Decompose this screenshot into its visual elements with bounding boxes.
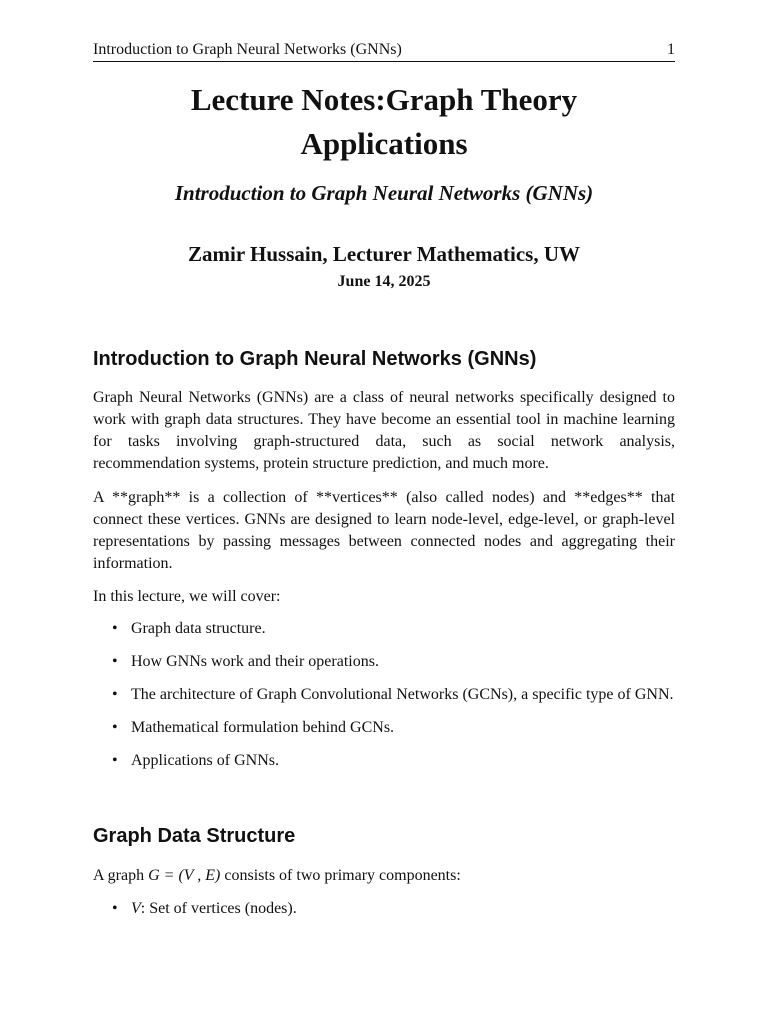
list-item <box>93 651 675 673</box>
graph-components-list <box>93 898 675 931</box>
running-header-title: Introduction to Graph Neural Networks (GNNs) <box>93 41 402 58</box>
document-title-line-1: Lecture Notes:Graph Theory <box>190 82 578 117</box>
list-item-text: How GNNs work and their operations. <box>131 653 379 670</box>
list-item <box>93 684 675 706</box>
document-title <box>0 78 768 166</box>
header-rule <box>93 61 675 62</box>
list-item <box>93 898 675 920</box>
list-item-text: Applications of GNNs. <box>131 752 279 769</box>
list-item <box>93 750 675 772</box>
list-item <box>93 717 675 739</box>
bullet-icon: • <box>112 900 118 917</box>
document-title-line-2: Applications <box>300 126 468 161</box>
section-heading-graph-data-structure: Graph Data Structure <box>93 825 296 847</box>
paragraph-lecture-overview: In this lecture, we will cover: <box>93 588 281 605</box>
bullet-icon: • <box>112 653 118 670</box>
graph-intro-suffix: consists of two primary components: <box>220 867 461 884</box>
bullet-icon: • <box>112 620 118 637</box>
list-item-text: Mathematical formulation behind GCNs. <box>131 719 395 736</box>
document-subtitle: Introduction to Graph Neural Networks (GNNs) <box>174 181 594 205</box>
list-item-text: The architecture of Graph Convolutional Networks (GCNs), a specific type of GNN. <box>131 686 674 703</box>
section-heading-introduction: Introduction to Graph Neural Networks (GNNs) <box>93 348 537 370</box>
paragraph-gnn-definition: Graph Neural Networks (GNNs) are a class of neural networks specifically designed to work with graph data structures. They have become an essential tool in machine learning for tasks involving graph-structured data, such as social network analysis, recommendation systems, protein structure prediction, and much more. <box>93 389 675 472</box>
graph-formula: G = (V , E) <box>148 867 221 884</box>
bullet-icon: • <box>112 752 118 769</box>
document-date: June 14, 2025 <box>337 273 431 290</box>
bullet-icon: • <box>112 686 118 703</box>
paragraph-graph-definition: A **graph** is a collection of **vertices** (also called nodes) and **edges** that connect these vertices. GNNs are designed to learn node-level, edge-level, or graph-level representations by passing messages between connected nodes and aggregating their information. <box>93 489 675 572</box>
paragraph-graph-components <box>93 865 675 887</box>
graph-intro-prefix: A graph <box>93 867 149 884</box>
bullet-icon: • <box>112 719 118 736</box>
page-number: 1 <box>667 41 675 58</box>
vertex-set-symbol: V <box>131 900 141 917</box>
list-item <box>93 618 675 640</box>
lecture-topics-list <box>93 618 675 783</box>
list-item-text: Graph data structure. <box>131 620 266 637</box>
list-item-text: : Set of vertices (nodes). <box>140 900 297 917</box>
author-line: Zamir Hussain, Lecturer Mathematics, UW <box>188 242 580 266</box>
